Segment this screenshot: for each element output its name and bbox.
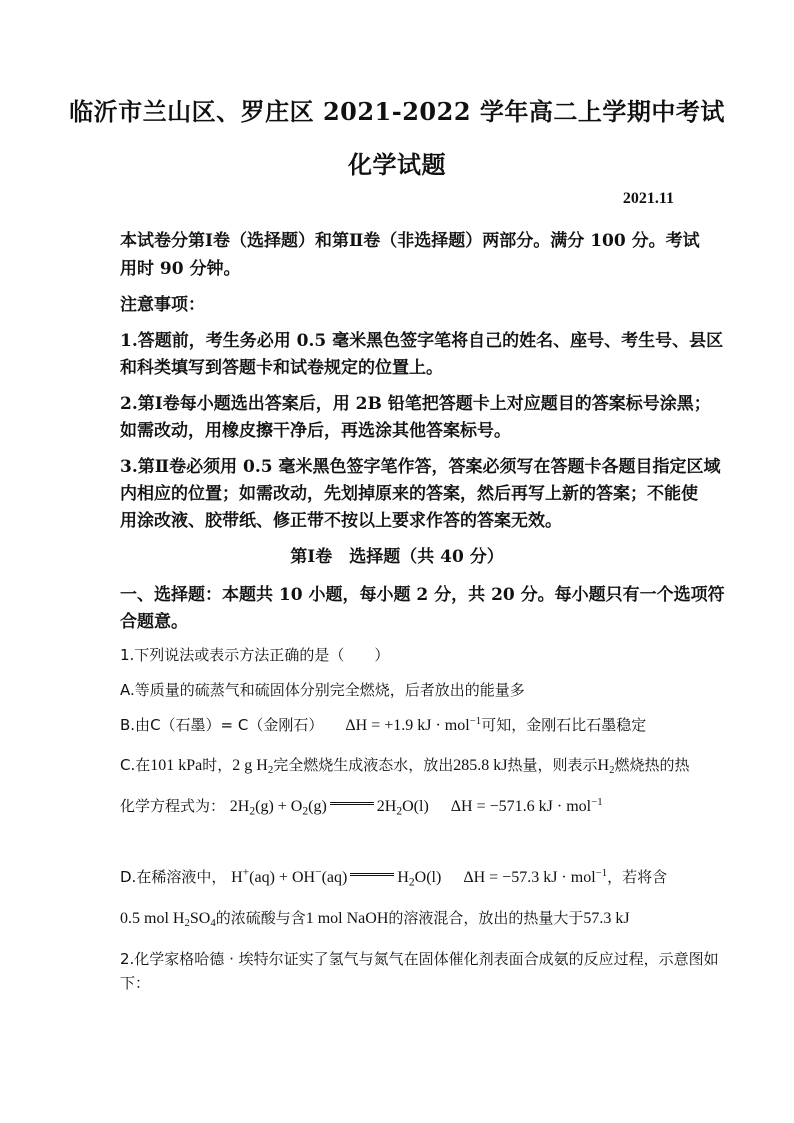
intro-line-1: 本试卷分第Ⅰ卷（选择题）和第Ⅱ卷（非选择题）两部分。满分 100 分。考试 (120, 231, 700, 251)
option-b-equation: C（石墨）= C（金刚石） (150, 716, 324, 734)
question-1-option-a: A.等质量的硫蒸气和硫固体分别完全燃烧，后者放出的能量多 (120, 681, 525, 699)
option-c-pressure: 101 kPa (150, 757, 203, 774)
note-3-line-3: 用涂改液、胶带纸、修正带不按以上要求作答的答案无效。 (120, 511, 562, 531)
question-1-option-c-line-2 (120, 795, 603, 817)
option-c-mass-sub: 2 (267, 764, 274, 777)
note-2-line-1: 2.第Ⅰ卷每小题选出答案后，用 2B 铅笔把答题卡上对应题目的答案标号涂黑； (120, 394, 711, 414)
question-1-option-d-line-1 (120, 866, 667, 888)
question-1-option-c-line-1 (120, 754, 689, 776)
option-b-delta-h-exponent: −1 (469, 715, 482, 728)
equals-bar (350, 873, 394, 876)
option-d-delta-h: ΔH = −57.3 kJ · mol (463, 869, 596, 886)
exam-title: 临沂市兰山区、罗庄区 2021-2022 学年高二上学期中考试 (69, 97, 725, 126)
option-b-suffix: 可知，金刚石比石墨稳定 (481, 716, 647, 734)
note-3-line-2: 内相应的位置；如需改动，先划掉原来的答案，然后再写上新的答案；不能使 (120, 484, 698, 504)
part-1-heading: 第Ⅰ卷 选择题（共 40 分） (290, 547, 504, 567)
question-1-option-b (120, 714, 646, 735)
option-c-text-4: 热量，则表示 (507, 756, 598, 774)
option-c-text-1: C.在 (120, 756, 151, 774)
equals-bar (330, 802, 374, 805)
question-2-line-1: 2.化学家格哈德 · 埃特尔证实了氢气与氮气在固体催化剂表面合成氨的反应过程，示意图如 (120, 950, 719, 968)
note-2-line-2: 如需改动，用橡皮擦干净后，再选涂其他答案标号。 (120, 421, 511, 441)
note-1-line-2: 和科类填写到答题卡和试卷规定的位置上。 (120, 358, 443, 378)
option-d-base-amount: 1 mol NaOH (305, 910, 389, 927)
option-c-equation-label: 化学方程式为： (120, 797, 226, 815)
option-b-delta-h: ΔH = +1.9 kJ · mol (345, 717, 470, 734)
option-d-equation: H+(aq) + OH−(aq) $H_2O(l)$ (231, 866, 442, 889)
option-c-delta-h: ΔH = −571.6 kJ · mol (450, 798, 592, 815)
option-d-suffix: ，若将含 (607, 868, 668, 886)
intro-line-2: 用时 90 分钟。 (120, 259, 241, 279)
option-c-text-3: 完全燃烧生成液态水，放出 (273, 756, 454, 774)
option-c-equation: $2H_2(g) + O_2(g)$ $2H_2O(l)$ (229, 798, 429, 818)
section-1-line-2: 合题意。 (120, 612, 188, 632)
option-d-text-2: 的溶液混合，放出的热量大于 (388, 909, 584, 927)
exam-subtitle: 化学试题 (348, 150, 446, 179)
section-1-line-1: 一、选择题：本题共 10 小题，每小题 2 分，共 20 分。每小题只有一个选项符 (120, 585, 725, 605)
question-1-option-d-line-2: 0.5 mol $H_2SO_4$的浓硫酸与含1 mol NaOH的溶液混合，放出的热量大于57.3 kJ (120, 909, 630, 930)
note-1-line-1: 1.答题前，考生务必用 0.5 毫米黑色签字笔将自己的姓名、座号、考生号、县区 (120, 331, 724, 351)
exam-date: 2021.11 (622, 190, 674, 207)
option-c-mass: 2 g H (232, 757, 268, 774)
option-c-heat: 285.8 kJ (453, 757, 508, 774)
question-1-stem: 1.下列说法或表示方法正确的是（ ） (120, 646, 390, 664)
option-d-text-1: 的浓硫酸与含 (215, 909, 306, 927)
option-c-delta-h-exponent: −1 (591, 796, 603, 809)
option-c-text-2: 时， (202, 756, 233, 774)
option-c-h2: H (597, 757, 610, 774)
option-d-delta-h-exponent: −1 (595, 867, 608, 880)
question-2-line-2: 下： (120, 974, 151, 992)
notes-heading: 注意事项： (120, 295, 205, 315)
note-3-line-1: 3.第Ⅱ卷必须用 0.5 毫米黑色签字笔作答，答案必须写在答题卡各题目指定区域 (120, 457, 721, 477)
option-d-prefix: D.在稀溶液中， (120, 868, 227, 886)
option-c-h2-sub: 2 (609, 764, 615, 777)
option-d-heat: 57.3 kJ (583, 910, 630, 927)
option-c-text-5: 燃烧热的热 (614, 756, 690, 774)
option-b-prefix: B.由 (120, 716, 151, 734)
option-d-acid-amount: 0.5 mol H (120, 910, 185, 927)
